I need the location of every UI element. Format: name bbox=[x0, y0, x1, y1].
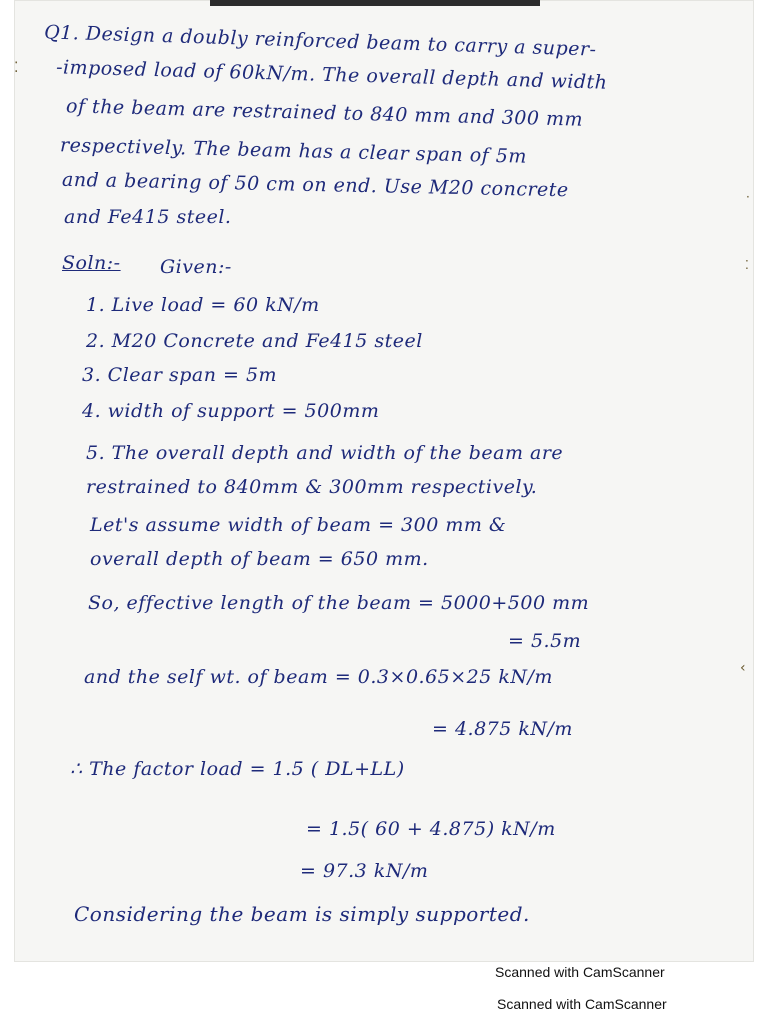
given-item: 3. Clear span = 5m bbox=[82, 364, 278, 386]
given-label: Given:- bbox=[160, 256, 232, 278]
self-weight-result: = 4.875 kN/m bbox=[432, 718, 573, 740]
factor-load-line: = 1.5( 60 + 4.875) kN/m bbox=[306, 818, 556, 840]
assumption-line: overall depth of beam = 650 mm. bbox=[90, 548, 429, 570]
margin-mark: · bbox=[746, 190, 750, 204]
margin-mark: ‹ bbox=[740, 660, 746, 676]
assumption-line: Let's assume width of beam = 300 mm & bbox=[90, 514, 507, 536]
margin-mark: ⁚ bbox=[14, 60, 19, 76]
given-item: 4. width of support = 500mm bbox=[82, 400, 380, 422]
question-line: of the beam are restrained to 840 mm and 300 mm bbox=[65, 95, 584, 131]
given-item: 1. Live load = 60 kN/m bbox=[86, 294, 320, 316]
page-top-edge bbox=[210, 0, 540, 6]
scanner-watermark: Scanned with CamScanner bbox=[495, 964, 665, 980]
self-weight-line: and the self wt. of beam = 0.3×0.65×25 kN/m bbox=[84, 666, 553, 688]
effective-length-line: So, effective length of the beam = 5000+500 mm bbox=[88, 592, 590, 614]
factor-load-line: ∴ The factor load = 1.5 ( DL+LL) bbox=[70, 758, 405, 780]
solution-heading: Soln:- bbox=[62, 252, 121, 274]
question-line: and a bearing of 50 cm on end. Use M20 concrete bbox=[61, 168, 569, 202]
given-item: 2. M20 Concrete and Fe415 steel bbox=[86, 330, 423, 352]
given-item-continued: restrained to 840mm & 300mm respectively. bbox=[86, 476, 538, 498]
question-line: -imposed load of 60kN/m. The overall depth and width bbox=[55, 56, 608, 94]
given-item: 5. The overall depth and width of the beam are bbox=[86, 442, 564, 464]
effective-length-result: = 5.5m bbox=[508, 630, 582, 652]
scanner-watermark: Scanned with CamScanner bbox=[497, 996, 667, 1012]
factor-load-result: = 97.3 kN/m bbox=[300, 860, 429, 882]
conclusion-line: Considering the beam is simply supported. bbox=[74, 902, 530, 926]
margin-mark: ⁚ bbox=[745, 258, 749, 272]
question-line: and Fe415 steel. bbox=[64, 206, 232, 228]
question-line: respectively. The beam has a clear span of 5m bbox=[59, 134, 528, 168]
question-line: Q1. Design a doubly reinforced beam to carry a super- bbox=[43, 21, 597, 61]
